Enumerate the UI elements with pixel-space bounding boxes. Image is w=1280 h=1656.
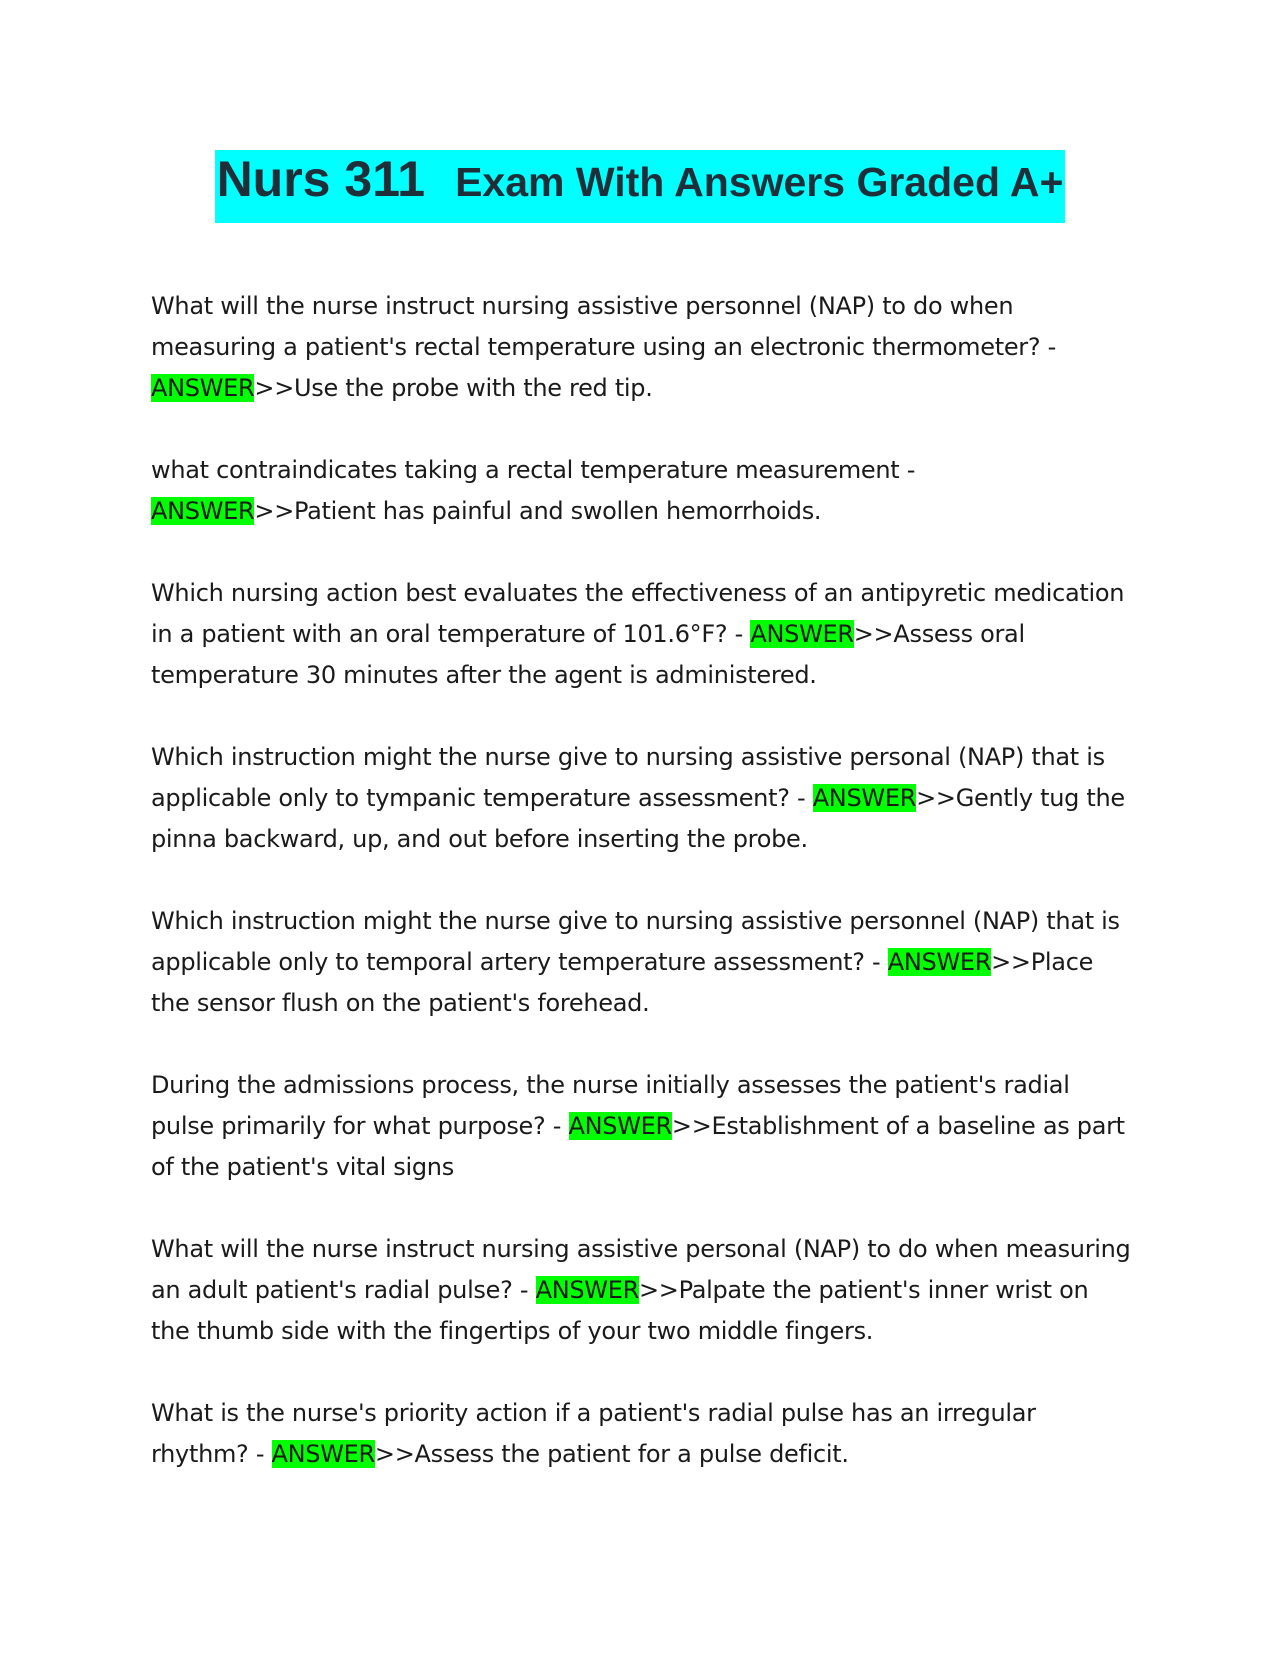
- question-text: Which nursing action best evaluates the effectiveness of an antipyretic medication in a patient with an oral temperature of 101.6°F? -: [151, 579, 1125, 648]
- answer-text: Patient has painful and swollen hemorrhoids.: [294, 497, 822, 525]
- answer-label: ANSWER: [812, 784, 917, 812]
- title-block: [0, 150, 1280, 223]
- title-course: Nurs 311: [216, 151, 426, 207]
- answer-marker: >>: [638, 1276, 679, 1304]
- answer-label: ANSWER: [151, 497, 255, 525]
- answer-marker: >>: [671, 1112, 712, 1140]
- answer-marker: >>: [916, 784, 956, 812]
- answer-text: Assess oral temperature 30 minutes after the agent is administered.: [151, 620, 1025, 689]
- answer-marker: >>: [254, 374, 295, 402]
- qa-item: [151, 450, 1131, 532]
- qa-item: [151, 1229, 1131, 1352]
- answer-text: Assess the patient for a pulse deficit.: [414, 1440, 849, 1468]
- qa-item: [151, 573, 1131, 696]
- answer-label: ANSWER: [535, 1276, 639, 1304]
- answer-label: ANSWER: [568, 1112, 672, 1140]
- question-text: What will the nurse instruct nursing assistive personnel (NAP) to do when measuring a patient's rectal temperature using an electronic thermometer? -: [151, 292, 1056, 361]
- answer-text: Palpate the patient's inner wrist on the thumb side with the fingertips of your two middle fingers.: [151, 1276, 1089, 1345]
- qa-list: [151, 286, 1131, 1516]
- question-text: what contraindicates taking a rectal temperature measurement -: [151, 456, 916, 484]
- answer-text: Gently tug the pinna backward, up, and out before inserting the probe.: [151, 784, 1125, 853]
- question-text: What will the nurse instruct nursing assistive personal (NAP) to do when measuring an adult patient's radial pulse? -: [151, 1235, 1131, 1304]
- title-rest: Exam With Answers Graded A+: [455, 159, 1064, 205]
- qa-item: [151, 737, 1131, 860]
- question-text: Which instruction might the nurse give to nursing assistive personnel (NAP) that is applicable only to temporal artery temperature assessment? -: [151, 907, 1120, 976]
- answer-marker: >>: [254, 497, 295, 525]
- answer-text: Use the probe with the red tip.: [294, 374, 653, 402]
- answer-text: Establishment of a baseline as part of the patient's vital signs: [151, 1112, 1125, 1181]
- answer-marker: >>: [991, 948, 1031, 976]
- answer-label: ANSWER: [750, 620, 854, 648]
- qa-item: [151, 1393, 1131, 1475]
- question-text: During the admissions process, the nurse initially assesses the patient's radial pulse primarily for what purpose? -: [151, 1071, 1070, 1140]
- document-title: [215, 150, 1066, 223]
- qa-item: [151, 1065, 1131, 1188]
- question-text: Which instruction might the nurse give to nursing assistive personal (NAP) that is applicable only to tympanic temperature assessment? -: [151, 743, 1105, 812]
- answer-label: ANSWER: [271, 1440, 375, 1468]
- answer-label: ANSWER: [887, 948, 992, 976]
- answer-label: ANSWER: [151, 374, 255, 402]
- question-text: What is the nurse's priority action if a patient's radial pulse has an irregular rhythm? -: [151, 1399, 1036, 1468]
- answer-text: Place the sensor flush on the patient's forehead.: [151, 948, 1094, 1017]
- qa-item: [151, 286, 1131, 409]
- answer-marker: >>: [374, 1440, 415, 1468]
- qa-item: [151, 901, 1131, 1024]
- answer-marker: >>: [853, 620, 894, 648]
